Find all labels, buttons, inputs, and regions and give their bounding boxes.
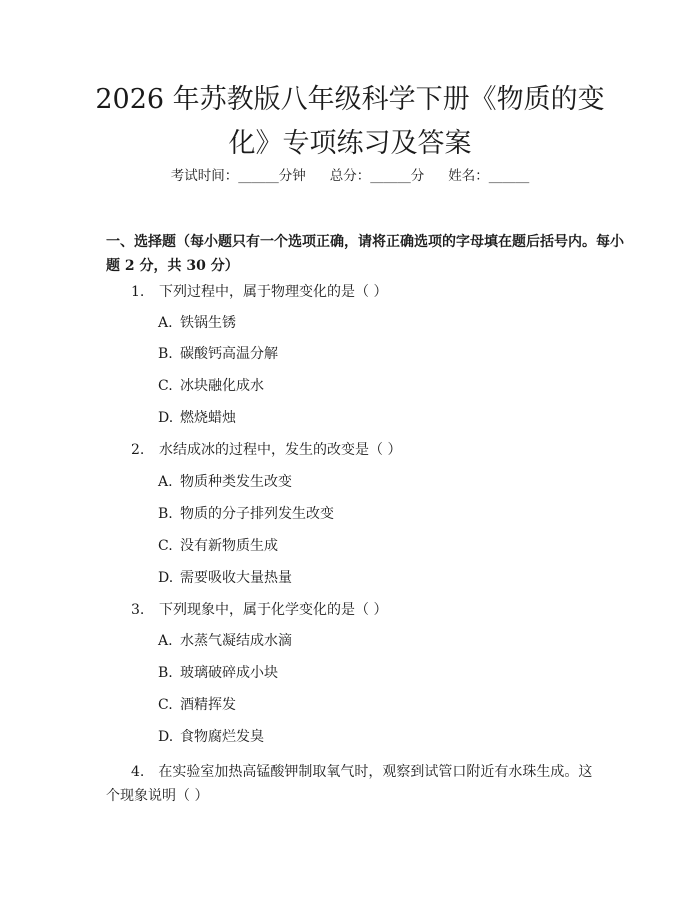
option-letter: A. — [158, 633, 173, 649]
option-letter: B. — [158, 346, 173, 362]
option-text: 燃烧蜡烛 — [180, 410, 236, 426]
option-text: 需要吸收大量热量 — [180, 570, 292, 586]
option-text: 没有新物质生成 — [180, 538, 278, 554]
option-text: 酒精挥发 — [180, 697, 236, 713]
exam-time-field: 考试时间：______分钟 — [170, 168, 306, 184]
option-letter: A. — [158, 315, 173, 331]
question-2-option-c — [158, 536, 278, 556]
question-text: 下列过程中，属于物理变化的是（ ） — [159, 284, 388, 300]
question-text: 在实验室加热高锰酸钾制取氧气时，观察到试管口附近有水珠生成。这个现象说明（ ） — [106, 764, 593, 804]
question-number: 3. — [131, 602, 145, 618]
question-text: 下列现象中，属于化学变化的是（ ） — [159, 602, 388, 618]
section-heading: 一、选择题（每小题只有一个选项正确，请将正确选项的字母填在题后括号内。每小题 2 分，共 30 分） — [106, 234, 624, 274]
exam-info — [0, 166, 700, 186]
question-3-option-a — [158, 631, 292, 651]
question-text: 水结成冰的过程中，发生的改变是（ ） — [159, 442, 402, 458]
question-2-option-a — [158, 472, 292, 492]
option-text: 水蒸气凝结成水滴 — [180, 633, 292, 649]
option-letter: B. — [158, 665, 173, 681]
option-text: 玻璃破碎成小块 — [180, 665, 278, 681]
question-number: 2. — [131, 442, 145, 458]
question-number: 4. — [131, 764, 145, 780]
question-1-option-c — [158, 376, 264, 396]
title-line-1: 2026 年苏教版八年级科学下册《物质的变 — [95, 84, 605, 115]
option-text: 铁锅生锈 — [180, 315, 236, 331]
question-1-option-d — [158, 408, 236, 428]
question-3 — [131, 600, 387, 620]
question-2 — [131, 440, 401, 460]
document-title — [90, 78, 610, 166]
title-line-2: 化》专项练习及答案 — [228, 128, 472, 159]
question-1-option-a — [158, 313, 236, 333]
option-letter: C. — [158, 697, 173, 713]
exam-score-field: 总分：______分 — [329, 168, 425, 184]
question-1-option-b — [158, 344, 278, 364]
option-text: 物质种类发生改变 — [180, 474, 292, 490]
exam-name-field: 姓名：______ — [448, 168, 530, 184]
question-number: 1. — [131, 284, 145, 300]
option-letter: A. — [158, 474, 173, 490]
option-letter: C. — [158, 378, 173, 394]
option-text: 食物腐烂发臭 — [180, 729, 264, 745]
option-letter: C. — [158, 538, 173, 554]
option-text: 碳酸钙高温分解 — [180, 346, 278, 362]
option-letter: D. — [158, 729, 174, 745]
option-letter: D. — [158, 410, 174, 426]
question-3-option-c — [158, 695, 236, 715]
option-letter: B. — [158, 506, 173, 522]
question-2-option-d — [158, 568, 292, 588]
question-1 — [131, 282, 387, 302]
question-3-option-b — [158, 663, 278, 683]
question-3-option-d — [158, 727, 264, 747]
option-text: 冰块融化成水 — [180, 378, 264, 394]
question-4 — [106, 760, 606, 808]
option-text: 物质的分子排列发生改变 — [180, 506, 334, 522]
option-letter: D. — [158, 570, 174, 586]
question-2-option-b — [158, 504, 334, 524]
